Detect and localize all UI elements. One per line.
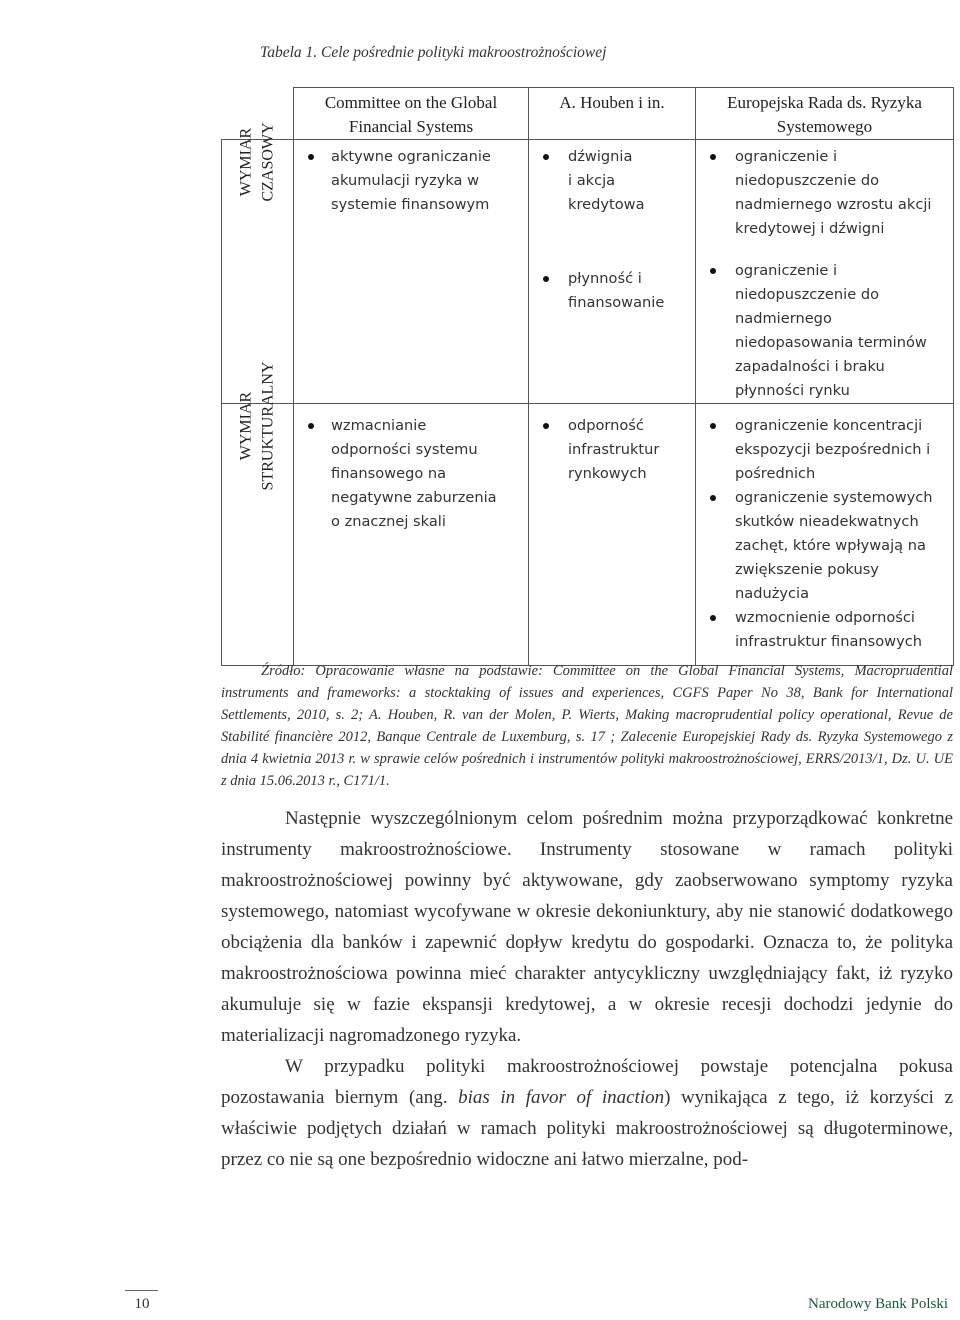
- cgfs-cell: [294, 140, 529, 404]
- table-caption: Tabela 1. Cele pośrednie polityki makroostrożnościowej: [260, 44, 607, 61]
- list-item: dźwignia i akcja kredytowa: [529, 145, 695, 217]
- list-item: wzmacnianie odporności systemu finansowego na negatywne zaburzenia o znacznej skali: [294, 414, 528, 534]
- list-item: ograniczenie i niedopuszczenie do nadmiernego niedopasowania terminów zapadalności i braku płynności rynku: [696, 259, 953, 403]
- header-esrb: Europejska Rada ds. Ryzyka Systemowego: [696, 88, 954, 140]
- list-item: aktywne ograniczanie akumulacji ryzyka w systemie finansowym: [294, 145, 528, 217]
- paragraph: W przypadku polityki makroostrożnościowej powstaje potencjalna pokusa pozostawania biernym (ang. bias in favor of inaction) wynikająca z tego, iż korzyści z właściwie podjętych działań w ramach polityki makroostrożnościowej są długoterminowe, przez co nie są one bezpośrednio widoczne ani łatwo mierzalne, pod-: [221, 1056, 954, 1170]
- houben-cell: [529, 140, 696, 404]
- dimension-label: WYMIAR CZASOWY: [237, 122, 277, 202]
- english-term: bias in favor of inaction: [458, 1087, 665, 1108]
- paragraph: Następnie wyszczególnionym celom pośrednim można przyporządkować konkretne instrumenty makroostrożnościowe. Instrumenty stosowane w ramach polityki makroostrożnościowej powinny być aktywowane, gdy zaobserwowano symptomy ryzyka systemowego, natomiast wycofywane w okresie dekoniunktury, aby nie stanowić dodatkowego obciążenia dla banków i zapewnić dopływ kredytu do gospodarki. Oznacza to, że polityka makroostrożnościowa powinna mieć charakter antycykliczny uwzględniający fakt, iż ryzyko akumuluje się w fazie ekspansji kredytowej, a w okresie recesji dochodzi jedynie do materializacji nagromadzonego ryzyka.: [221, 808, 953, 1046]
- list-item: odporność infrastruktur rynkowych: [529, 414, 695, 486]
- publisher-name: Narodowy Bank Polski: [808, 1296, 948, 1312]
- list-item: ograniczenie i niedopuszczenie do nadmiernego wzrostu akcji kredytowej i dźwigni: [696, 145, 953, 241]
- header-cgfs: Committee on the Global Financial Systems: [294, 88, 529, 140]
- list-item: płynność i finansowanie: [529, 267, 695, 315]
- footer-divider: [125, 1290, 158, 1291]
- table-row-time-dimension: [222, 140, 954, 404]
- table-row-structural-dimension: [222, 404, 954, 666]
- header-houben: A. Houben i in.: [529, 88, 696, 140]
- list-item: ograniczenie koncentracji ekspozycji bezpośrednich i pośrednich: [696, 414, 953, 486]
- esrb-cell: [696, 404, 954, 666]
- cgfs-cell: [294, 404, 529, 666]
- source-note: Źródło: Opracowanie własne na podstawie: Committee on the Global Financial Systems, Macroprudential instruments and frameworks: a stocktaking of issues and experiences, CGFS Paper No 38, Bank for International Settlements, 2010, s. 2; A. Houben, R. van der Molen, P. Wierts, Making macroprudential policy operational, Revue de Stabilité financière 2012, Banque Centrale de Luxemburg, s. 17 ; Zalecenie Europejskiej Rady ds. Ryzyka Systemowego z dnia 4 kwietnia 2013 r. w sprawie celów pośrednich i instrumentów polityki makroostrożnościowej, ERRS/2013/1, Dz. U. UE z dnia 15.06.2013 r., C171/1.: [221, 663, 953, 789]
- houben-cell: [529, 404, 696, 666]
- body-text: [221, 803, 953, 1175]
- dimension-label: WYMIAR STRUKTURALNY: [237, 361, 277, 491]
- list-item: ograniczenie systemowych skutków nieadekwatnych zachęt, które wpływają na zwiększenie pokusy nadużycia: [696, 486, 953, 606]
- list-item: wzmocnienie odporności infrastruktur finansowych: [696, 606, 953, 654]
- page-number: 10: [134, 1296, 150, 1312]
- esrb-cell: [696, 140, 954, 404]
- objectives-table: [221, 87, 954, 666]
- dimension-cell: [222, 361, 294, 666]
- table-header-row: [222, 88, 954, 140]
